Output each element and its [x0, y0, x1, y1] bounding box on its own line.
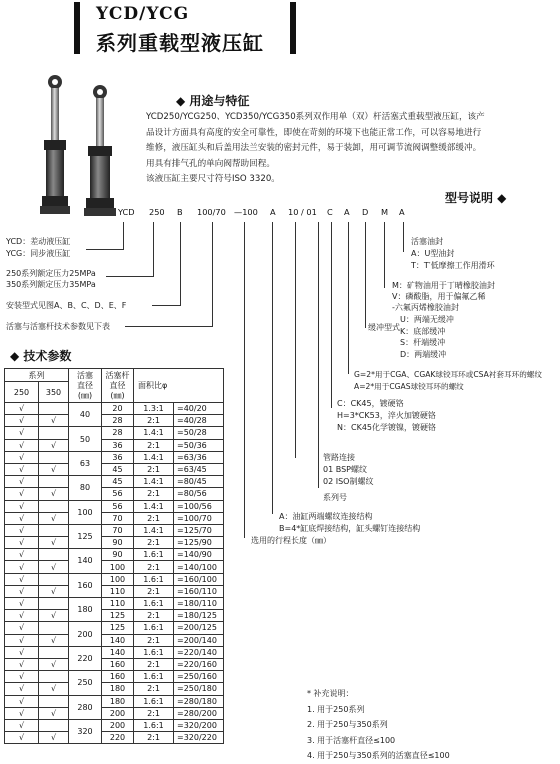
cushion-notes — [400, 314, 454, 360]
cell-ratio: 2:1 — [134, 512, 174, 524]
cell-250: √ — [5, 719, 39, 731]
cell-ratio: 2:1 — [134, 683, 174, 695]
model-heading: 型号说明 ◆ — [445, 191, 507, 205]
usage-text — [146, 110, 556, 188]
note-mount: 安装型式见图A、B、C、D、E、F — [6, 301, 127, 310]
cell-formula: =160/100 — [174, 573, 224, 585]
code-cushion: D — [362, 207, 369, 217]
code-rod: C — [327, 207, 333, 217]
table-row — [5, 719, 224, 731]
cell-rod: 36 — [102, 439, 134, 451]
cell-ratio: 2:1 — [134, 732, 174, 744]
head-a: A：油缸两端螺纹连接结构 — [279, 512, 373, 521]
cell-formula: =320/220 — [174, 732, 224, 744]
cushion-d: D：两端缓冲 — [400, 349, 447, 359]
cell-ratio: 2:1 — [134, 707, 174, 719]
pipe-02: 02 ISO制螺纹 — [323, 477, 374, 486]
seal-a: A：U型油封 — [411, 249, 455, 258]
title-series: 系列重载型液压缸 — [96, 31, 264, 55]
cell-350: √ — [39, 634, 69, 646]
cell-ratio: 1.6:1 — [134, 598, 174, 610]
code-rodseal: M — [381, 207, 389, 217]
cell-ratio: 1.6:1 — [134, 671, 174, 683]
cell-350: √ — [39, 415, 69, 427]
ear-g: G=2*用于CGA、CGAK球铰耳环或CSA衬套耳环的螺纹 — [354, 370, 542, 379]
th-350: 350 — [39, 382, 69, 403]
cell-ratio: 1.6:1 — [134, 646, 174, 658]
cell-formula: =125/70 — [174, 524, 224, 536]
cell-formula: =80/56 — [174, 488, 224, 500]
cell-formula: =160/110 — [174, 585, 224, 597]
cell-250: √ — [5, 549, 39, 561]
cell-350 — [39, 671, 69, 683]
cell-250: √ — [5, 671, 39, 683]
cell-ratio: 1.4:1 — [134, 451, 174, 463]
notes-title: * 补充说明： — [307, 689, 354, 698]
cell-formula: =50/28 — [174, 427, 224, 439]
cell-formula: =40/28 — [174, 415, 224, 427]
pipe-01: 01 BSP螺纹 — [323, 465, 367, 474]
cell-bore: 40 — [69, 403, 102, 427]
code-mount: B — [177, 207, 183, 217]
cell-rod: 70 — [102, 524, 134, 536]
cell-250: √ — [5, 598, 39, 610]
cell-350: √ — [39, 537, 69, 549]
cell-rod: 140 — [102, 646, 134, 658]
cell-350 — [39, 549, 69, 561]
cell-rod: 45 — [102, 476, 134, 488]
cell-350 — [39, 573, 69, 585]
supplement-notes — [307, 686, 450, 764]
cell-350 — [39, 524, 69, 536]
cell-bore: 63 — [69, 451, 102, 475]
rodseal-notes — [392, 280, 495, 313]
cell-formula: =180/125 — [174, 610, 224, 622]
title-bracket-left — [74, 2, 80, 54]
table-row — [5, 512, 224, 524]
cell-ratio: 1.6:1 — [134, 549, 174, 561]
cell-bore: 80 — [69, 476, 102, 500]
cell-formula: =180/110 — [174, 598, 224, 610]
table-row — [5, 671, 224, 683]
cell-ratio: 1.4:1 — [134, 476, 174, 488]
table-row — [5, 695, 224, 707]
cell-formula: =220/160 — [174, 658, 224, 670]
cell-250: √ — [5, 415, 39, 427]
usage-line: 用具有排气孔的单向阀帮助回程。 — [146, 158, 275, 169]
seal-notes — [411, 236, 495, 272]
cell-350: √ — [39, 683, 69, 695]
cell-250: √ — [5, 500, 39, 512]
cell-350 — [39, 427, 69, 439]
cell-350 — [39, 500, 69, 512]
usage-line: YCD250/YCG250、YCD350/YCG350系列双作用单（双）杆活塞式重载型液压缸，该产 — [146, 112, 485, 122]
pipe-title: 管路连接 — [323, 453, 355, 462]
cell-250: √ — [5, 573, 39, 585]
cell-250: √ — [5, 439, 39, 451]
rodmat-notes — [337, 398, 436, 434]
cell-250: √ — [5, 707, 39, 719]
cell-rod: 125 — [102, 622, 134, 634]
cushion-k: K：底部缓冲 — [400, 326, 446, 336]
cell-rod: 100 — [102, 561, 134, 573]
cell-250: √ — [5, 683, 39, 695]
pipe-notes — [323, 452, 373, 488]
cell-formula: =250/180 — [174, 683, 224, 695]
cell-rod: 56 — [102, 500, 134, 512]
table-row — [5, 646, 224, 658]
cell-ratio: 1.6:1 — [134, 695, 174, 707]
cell-rod: 180 — [102, 683, 134, 695]
rodseal-m: M：矿物油用于丁晴橡胶油封 — [392, 281, 495, 290]
cell-350 — [39, 646, 69, 658]
cell-rod: 100 — [102, 573, 134, 585]
cell-350: √ — [39, 732, 69, 744]
cell-formula: =80/45 — [174, 476, 224, 488]
cell-350: √ — [39, 512, 69, 524]
ear-notes — [354, 369, 542, 393]
cell-250: √ — [5, 634, 39, 646]
cell-formula: =100/70 — [174, 512, 224, 524]
rodseal-v: V：磷酸脂，用于偏氟乙稀 — [392, 292, 486, 301]
cell-rod: 125 — [102, 610, 134, 622]
table-row — [5, 488, 224, 500]
cell-350: √ — [39, 707, 69, 719]
cell-formula: =320/200 — [174, 719, 224, 731]
cell-bore: 280 — [69, 695, 102, 719]
table-row — [5, 476, 224, 488]
cell-250: √ — [5, 695, 39, 707]
table-row — [5, 634, 224, 646]
cell-formula: =140/90 — [174, 549, 224, 561]
note-ycd: YCD：差动液压缸 — [6, 237, 71, 246]
tech-table — [4, 368, 224, 744]
cell-ratio: 2:1 — [134, 439, 174, 451]
cell-250: √ — [5, 476, 39, 488]
series-no: 系列号 — [323, 493, 347, 502]
cell-bore: 250 — [69, 671, 102, 695]
table-row — [5, 585, 224, 597]
cell-350 — [39, 476, 69, 488]
cell-250: √ — [5, 622, 39, 634]
code-type: YCD — [118, 207, 135, 217]
cell-250: √ — [5, 451, 39, 463]
table-row — [5, 403, 224, 415]
cell-rod: 140 — [102, 634, 134, 646]
cell-bore: 200 — [69, 622, 102, 646]
cell-rod: 220 — [102, 732, 134, 744]
cell-ratio: 1.4:1 — [134, 500, 174, 512]
cell-350 — [39, 695, 69, 707]
th-250: 250 — [5, 382, 39, 403]
cell-ratio: 1.3:1 — [134, 403, 174, 415]
note-4: 4. 用于250与350系列的活塞直径≤100 — [307, 751, 450, 760]
cell-250: √ — [5, 488, 39, 500]
cell-formula: =100/56 — [174, 500, 224, 512]
cell-bore: 125 — [69, 524, 102, 548]
cell-bore: 220 — [69, 646, 102, 670]
table-row — [5, 537, 224, 549]
table-row — [5, 524, 224, 536]
cell-rod: 110 — [102, 585, 134, 597]
tech-heading: ◆ 技术参数 — [10, 349, 72, 363]
cell-rod: 180 — [102, 695, 134, 707]
cell-350: √ — [39, 585, 69, 597]
usage-line: 维修，液压缸头和后盖用法兰安装的密封元件，易于装卸，用可调节流阀调整缓部缓冲。 — [146, 143, 482, 153]
cell-ratio: 1.6:1 — [134, 719, 174, 731]
cell-ratio: 2:1 — [134, 537, 174, 549]
th-rod: 活塞杆 直径 (㎜) — [102, 369, 134, 403]
note-1: 1. 用于250系列 — [307, 704, 365, 714]
cell-ratio: 1.4:1 — [134, 524, 174, 536]
table-row — [5, 415, 224, 427]
code-head: A — [270, 207, 276, 217]
type-notes — [6, 236, 70, 260]
code-ear: A — [344, 207, 350, 217]
cell-rod: 20 — [102, 403, 134, 415]
note-2: 2. 用于250与350系列 — [307, 720, 388, 729]
cell-350: √ — [39, 439, 69, 451]
cell-350 — [39, 403, 69, 415]
cell-250: √ — [5, 537, 39, 549]
cell-bore: 100 — [69, 500, 102, 524]
cell-ratio: 2:1 — [134, 561, 174, 573]
cell-250: √ — [5, 732, 39, 744]
cell-bore: 160 — [69, 573, 102, 597]
title-bracket-right — [290, 2, 296, 54]
seal-t: T：T′低摩擦工作用滑环 — [411, 261, 495, 270]
cell-formula: =125/90 — [174, 537, 224, 549]
rodmat-c: C：CK45，镀硬铬 — [337, 399, 404, 408]
cell-350 — [39, 598, 69, 610]
th-series: 系列 — [5, 369, 69, 382]
th-bore: 活塞 直径 (㎜) — [69, 369, 102, 403]
cell-rod: 90 — [102, 549, 134, 561]
table-row — [5, 707, 224, 719]
table-row — [5, 549, 224, 561]
cylinder-photo — [22, 70, 140, 222]
table-row — [5, 439, 224, 451]
cell-formula: =200/140 — [174, 634, 224, 646]
cushion-title: 缓冲型式 — [368, 323, 400, 332]
cell-250: √ — [5, 646, 39, 658]
cell-ratio: 2:1 — [134, 585, 174, 597]
cell-rod: 160 — [102, 658, 134, 670]
cell-rod: 36 — [102, 451, 134, 463]
cell-250: √ — [5, 524, 39, 536]
rodmat-h: H=3*CK53，淬火加镀硬铬 — [337, 411, 436, 420]
title-block — [74, 2, 296, 54]
cell-350 — [39, 451, 69, 463]
table-row — [5, 622, 224, 634]
table-row — [5, 573, 224, 585]
cell-250: √ — [5, 512, 39, 524]
table-row — [5, 463, 224, 475]
cell-ratio: 2:1 — [134, 610, 174, 622]
ear-a: A=2*用于CGAS球铰耳环的螺纹 — [354, 382, 464, 391]
seal-title: 活塞油封 — [411, 237, 443, 246]
cell-350 — [39, 622, 69, 634]
usage-line: 品设计方面具有高度的安全可靠性，即使在苛刻的环境下也能正常工作，可以容易地进行 — [146, 127, 482, 138]
cell-rod: 70 — [102, 512, 134, 524]
cell-formula: =140/100 — [174, 561, 224, 573]
cell-ratio: 2:1 — [134, 634, 174, 646]
pressure-notes — [6, 268, 96, 290]
table-row — [5, 683, 224, 695]
cell-ratio: 1.4:1 — [134, 427, 174, 439]
cell-bore: 140 — [69, 549, 102, 573]
cell-350: √ — [39, 488, 69, 500]
cell-ratio: 1.6:1 — [134, 573, 174, 585]
cell-250: √ — [5, 658, 39, 670]
cell-rod: 45 — [102, 463, 134, 475]
cell-ratio: 1.6:1 — [134, 622, 174, 634]
cell-250: √ — [5, 427, 39, 439]
cell-bore: 180 — [69, 598, 102, 622]
code-series: 250 — [149, 207, 165, 217]
cell-250: √ — [5, 463, 39, 475]
cell-formula: =63/45 — [174, 463, 224, 475]
table-row — [5, 500, 224, 512]
cell-rod: 28 — [102, 415, 134, 427]
table-row — [5, 658, 224, 670]
cell-350: √ — [39, 561, 69, 573]
cell-rod: 110 — [102, 598, 134, 610]
table-row — [5, 427, 224, 439]
table-row — [5, 451, 224, 463]
cell-ratio: 2:1 — [134, 463, 174, 475]
cell-formula: =280/180 — [174, 695, 224, 707]
cell-ratio: 2:1 — [134, 488, 174, 500]
model-code — [0, 207, 560, 221]
cell-formula: =40/20 — [174, 403, 224, 415]
usage-line: 该液压缸主要尺寸符号ISO 3320。 — [146, 174, 280, 184]
cell-formula: =220/140 — [174, 646, 224, 658]
cell-250: √ — [5, 585, 39, 597]
code-stroke: —100 — [234, 207, 258, 217]
note-ycg: YCG：同步液压缸 — [6, 249, 71, 258]
cell-250: √ — [5, 610, 39, 622]
cushion-u: U：两端无缓冲 — [400, 315, 454, 324]
cell-350: √ — [39, 658, 69, 670]
cell-ratio: 2:1 — [134, 415, 174, 427]
usage-heading: ◆ 用途与特征 — [176, 94, 250, 108]
cell-bore: 320 — [69, 719, 102, 743]
table-row — [5, 732, 224, 744]
code-pipe: 10 / 01 — [288, 207, 317, 217]
cell-formula: =200/125 — [174, 622, 224, 634]
cell-rod: 56 — [102, 488, 134, 500]
note-350: 350系列额定压力35MPa — [6, 280, 96, 289]
cell-formula: =50/36 — [174, 439, 224, 451]
cell-rod: 90 — [102, 537, 134, 549]
code-seal: A — [399, 207, 405, 217]
title-model: YCD/YCG — [96, 4, 190, 24]
cell-250: √ — [5, 561, 39, 573]
cell-rod: 200 — [102, 707, 134, 719]
head-notes — [279, 511, 420, 535]
code-bore: 100/70 — [197, 207, 226, 217]
cell-ratio: 2:1 — [134, 658, 174, 670]
cell-350: √ — [39, 610, 69, 622]
table-row — [5, 610, 224, 622]
tech-table-wrap — [4, 368, 224, 744]
cell-formula: =63/36 — [174, 451, 224, 463]
rodseal-v2: -六氟丙烯橡胶油封 — [392, 303, 459, 312]
cell-bore: 50 — [69, 427, 102, 451]
rodmat-n: N：CK45化学镀镍，镀硬铬 — [337, 423, 436, 432]
note-3: 3. 用于活塞杆直径≤100 — [307, 735, 396, 745]
stroke-note: 选用的行程长度（㎜） — [251, 536, 331, 545]
cell-rod: 28 — [102, 427, 134, 439]
cell-350 — [39, 719, 69, 731]
cell-350: √ — [39, 463, 69, 475]
cell-formula: =250/160 — [174, 671, 224, 683]
note-250: 250系列额定压力25MPa — [6, 269, 96, 278]
table-row — [5, 561, 224, 573]
note-params: 活塞与活塞杆技术参数见下表 — [6, 322, 110, 331]
table-row — [5, 598, 224, 610]
cell-rod: 160 — [102, 671, 134, 683]
cushion-s: S：杆端缓冲 — [400, 338, 446, 347]
cell-formula: =280/200 — [174, 707, 224, 719]
head-b: B=4*缸底焊接结构，缸头螺钉连接结构 — [279, 524, 421, 533]
cell-250: √ — [5, 403, 39, 415]
th-ratio: 面积比φ — [134, 369, 224, 403]
cell-rod: 200 — [102, 719, 134, 731]
